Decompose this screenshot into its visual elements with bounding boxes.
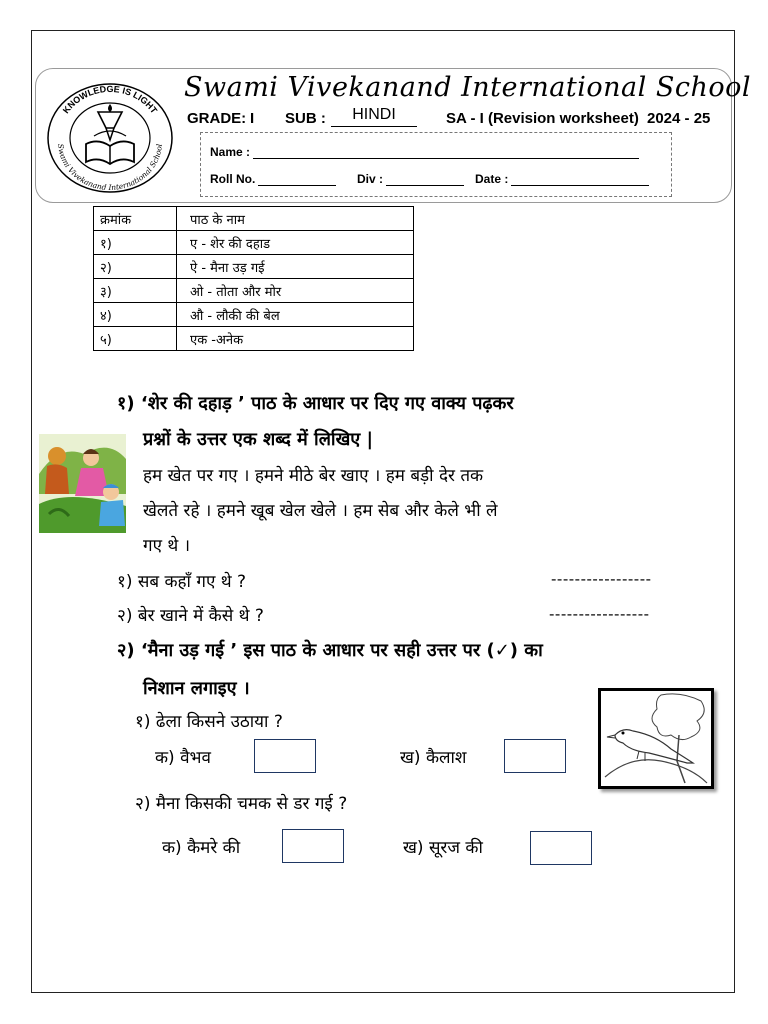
q1-question-2: २) बेर खाने में कैसे थे ? [117,606,264,626]
q2-sub2-checkbox-b[interactable] [530,831,592,865]
svg-text:KNOWLEDGE IS LIGHT: KNOWLEDGE IS LIGHT [60,83,160,116]
roll-line[interactable] [258,174,336,186]
q1-answer-blank-2[interactable]: ----------------- [549,605,650,623]
roll-field[interactable] [210,172,336,186]
subject-value: HINDI [331,106,417,127]
q1-question-1: १) सब कहाँ गए थे ? [117,572,247,592]
q2-sub2-checkbox-a[interactable] [282,829,344,863]
date-label: Date : [475,172,509,186]
lessons-table [93,206,414,351]
q2-sub1-option-b: ख) कैलाश [400,748,467,768]
table-row [94,255,414,279]
table-row [94,279,414,303]
q2-sub1-checkbox-a[interactable] [254,739,316,773]
svg-text:Swami Vivekanand International: Swami Vivekanand International School [55,143,164,193]
table-header-row [94,207,414,231]
table-cell-lesson: एक -अनेक [177,327,414,351]
table-row [94,231,414,255]
q2-sub1-checkbox-b[interactable] [504,739,566,773]
children-playing-illustration [39,434,126,533]
q2-sub1-option-a: क) वैभव [155,748,211,768]
table-header-number: क्रमांक [94,207,177,231]
subject-label: SUB : [285,110,326,127]
roll-label: Roll No. [210,172,256,186]
q2-sub1-question: १) ढेला किसने उठाया ? [135,712,283,732]
school-logo [46,82,174,194]
table-cell-number: ५) [94,327,177,351]
q1-passage-line-2: खेलते रहे । हमने खूब खेल खेले । हम सेब और केले भी ले [143,501,498,521]
q2-heading-cont: निशान लगाइए । [143,678,250,699]
name-line[interactable] [253,147,639,159]
table-row [94,327,414,351]
table-cell-lesson: ओ - तोता और मोर [177,279,414,303]
table-cell-lesson: ऐ - मैना उड़ गई [177,255,414,279]
q2-heading: २) ‘मैना उड़ गई ’ इस पाठ के आधार पर सही उत्तर पर (✓) का [117,640,543,661]
q1-passage-line-3: गए थे । [143,536,191,556]
name-field[interactable] [210,145,639,159]
table-header-lesson: पाठ के नाम [177,207,414,231]
table-row [94,303,414,327]
q2-sub2-option-a: क) कैमरे की [162,838,241,858]
q1-answer-blank-1[interactable]: ----------------- [551,570,652,588]
myna-bird-illustration [598,688,714,789]
q2-sub2-option-b: ख) सूरज की [403,838,483,858]
exam-title: SA - I (Revision worksheet) [446,110,639,127]
name-label: Name : [210,145,251,159]
grade-value: I [250,110,255,127]
q2-sub2-question: २) मैना किसकी चमक से डर गई ? [135,794,348,814]
table-cell-number: ४) [94,303,177,327]
table-cell-number: ३) [94,279,177,303]
date-line[interactable] [511,174,649,186]
table-cell-lesson: औ - लौकी की बेल [177,303,414,327]
table-cell-lesson: ए - शेर की दहाड [177,231,414,255]
table-cell-number: २) [94,255,177,279]
academic-year: 2024 - 25 [647,110,711,127]
div-label: Div : [357,172,384,186]
student-info-box [200,132,672,197]
grade-label: GRADE: [187,110,247,127]
table-cell-number: १) [94,231,177,255]
school-name: Swami Vivekanand International School [184,72,751,103]
div-field[interactable] [357,172,464,186]
q1-heading: १) ‘शेर की दहाड़ ’ पाठ के आधार पर दिए गए वाक्य पढ़कर [117,393,514,414]
q1-passage-line-1: हम खेत पर गए । हमने मीठे बेर खाए । हम बड़ी देर तक [143,466,484,486]
date-field[interactable] [475,172,649,186]
q1-heading-cont: प्रश्नों के उत्तर एक शब्द में लिखिए | [143,429,374,450]
div-line[interactable] [386,174,464,186]
